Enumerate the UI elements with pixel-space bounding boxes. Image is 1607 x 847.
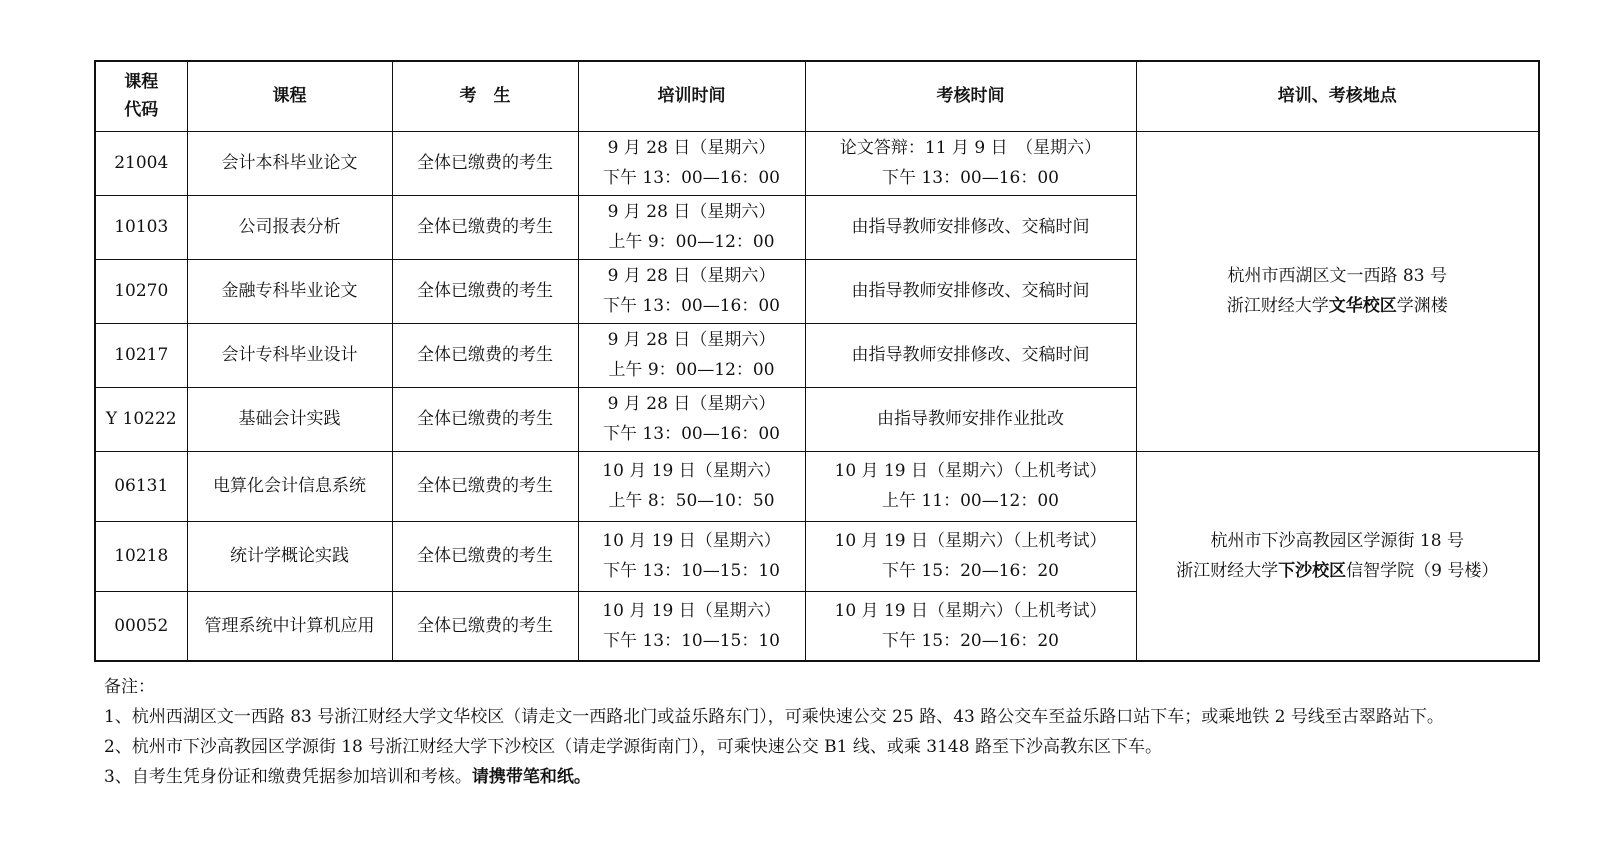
exam-time-date: 论文答辩：11 月 9 日 （星期六） <box>839 138 1102 158</box>
cell-train-time <box>578 451 805 521</box>
location-campus-name: 文华校区 <box>1328 296 1397 316</box>
cell-code: 10270 <box>95 259 187 323</box>
header-course: 课程 <box>187 61 392 131</box>
cell-course: 电算化会计信息系统 <box>187 451 392 521</box>
train-time-hours: 下午 13：00—16：00 <box>603 168 780 188</box>
exam-time-hours: 上午 11：00—12：00 <box>882 491 1059 511</box>
note-item-3-text: 3、自考生凭身份证和缴费凭据参加培训和考核。 <box>104 767 472 787</box>
location-university: 浙江财经大学 <box>1176 560 1279 581</box>
note-item-3-emphasis: 请携带笔和纸。 <box>471 767 591 787</box>
cell-code: 10218 <box>95 521 187 591</box>
notes-title: 备注： <box>104 677 155 697</box>
cell-exam-time: 由指导教师安排修改、交稿时间 <box>805 323 1136 387</box>
cell-examinee: 全体已缴费的考生 <box>392 451 578 521</box>
train-time-date: 9 月 28 日（星期六） <box>607 394 776 414</box>
exam-time-date: 10 月 19 日（星期六）（上机考试） <box>834 531 1107 551</box>
table-row <box>95 451 1539 521</box>
cell-course: 管理系统中计算机应用 <box>187 591 392 661</box>
cell-code: 10103 <box>95 195 187 259</box>
cell-examinee: 全体已缴费的考生 <box>392 591 578 661</box>
cell-code: 06131 <box>95 451 187 521</box>
exam-time-hours: 下午 15：20—16：20 <box>882 630 1059 651</box>
cell-train-time <box>578 195 805 259</box>
train-time-date: 10 月 19 日（星期六） <box>602 531 781 551</box>
location-campus-name: 下沙校区 <box>1278 560 1347 581</box>
cell-examinee: 全体已缴费的考生 <box>392 323 578 387</box>
cell-code: Y 10222 <box>95 387 187 451</box>
header-course-code <box>95 61 187 131</box>
cell-exam-time: 由指导教师安排修改、交稿时间 <box>805 259 1136 323</box>
exam-time-hours: 下午 15：20—16：20 <box>882 561 1059 581</box>
location-building: 学渊楼 <box>1396 296 1448 316</box>
cell-code: 21004 <box>95 131 187 195</box>
schedule-table <box>94 60 1540 662</box>
note-item-1: 1、杭州西湖区文一西路 83 号浙江财经大学文华校区（请走文一西路北门或益乐路东门），可乘快速公交 25 路、43 路公交车至益乐路口站下车；或乘地铁 2 号线至古翠路站下。 <box>104 707 1444 727</box>
train-time-hours: 下午 13：00—16：00 <box>603 424 780 444</box>
cell-exam-time <box>805 131 1136 195</box>
header-location: 培训、考核地点 <box>1136 61 1539 131</box>
cell-location-xiasha <box>1136 451 1539 661</box>
train-time-date: 9 月 28 日（星期六） <box>607 202 776 222</box>
cell-course: 统计学概论实践 <box>187 521 392 591</box>
cell-code: 00052 <box>95 591 187 661</box>
location-building: 信智学院（9 号楼） <box>1346 560 1499 581</box>
header-train-time: 培训时间 <box>578 61 805 131</box>
cell-train-time <box>578 387 805 451</box>
cell-exam-time: 由指导教师安排作业批改 <box>805 387 1136 451</box>
train-time-hours: 下午 13：10—15：10 <box>603 630 780 651</box>
cell-exam-time: 由指导教师安排修改、交稿时间 <box>805 195 1136 259</box>
cell-exam-time <box>805 521 1136 591</box>
header-exam-time: 考核时间 <box>805 61 1136 131</box>
train-time-date: 10 月 19 日（星期六） <box>602 600 781 621</box>
train-time-hours: 下午 13：00—16：00 <box>603 296 780 316</box>
cell-course: 会计本科毕业论文 <box>187 131 392 195</box>
cell-code: 10217 <box>95 323 187 387</box>
cell-train-time <box>578 521 805 591</box>
train-time-hours: 上午 9：00—12：00 <box>608 232 775 252</box>
cell-exam-time <box>805 591 1136 661</box>
table-header-row <box>95 61 1539 131</box>
location-address: 杭州市西湖区文一西路 83 号 <box>1227 266 1447 286</box>
train-time-hours: 下午 13：10—15：10 <box>603 561 780 581</box>
cell-examinee: 全体已缴费的考生 <box>392 195 578 259</box>
cell-course: 基础会计实践 <box>187 387 392 451</box>
train-time-hours: 上午 9：00—12：00 <box>608 360 775 380</box>
cell-course: 金融专科毕业论文 <box>187 259 392 323</box>
exam-time-date: 10 月 19 日（星期六）（上机考试） <box>834 600 1107 621</box>
note-item-3 <box>104 762 1584 792</box>
cell-train-time <box>578 591 805 661</box>
note-item-2: 2、杭州市下沙高教园区学源街 18 号浙江财经大学下沙校区（请走学源街南门），可乘快速公交 B1 线、或乘 3148 路至下沙高教东区下车。 <box>104 737 1162 757</box>
cell-location-wenhua <box>1136 131 1539 451</box>
train-time-date: 10 月 19 日（星期六） <box>602 461 781 481</box>
location-address: 杭州市下沙高教园区学源街 18 号 <box>1210 530 1464 551</box>
exam-time-date: 10 月 19 日（星期六）（上机考试） <box>834 461 1107 481</box>
header-code-line2: 代码 <box>124 100 159 121</box>
location-university: 浙江财经大学 <box>1226 296 1329 316</box>
header-code-line1: 课程 <box>124 72 159 93</box>
cell-train-time <box>578 323 805 387</box>
exam-time-hours: 下午 13：00—16：00 <box>882 168 1059 188</box>
cell-examinee: 全体已缴费的考生 <box>392 131 578 195</box>
header-examinee: 考 生 <box>392 61 578 131</box>
table-row <box>95 131 1539 195</box>
cell-course: 公司报表分析 <box>187 195 392 259</box>
cell-course: 会计专科毕业设计 <box>187 323 392 387</box>
cell-examinee: 全体已缴费的考生 <box>392 259 578 323</box>
cell-train-time <box>578 259 805 323</box>
train-time-date: 9 月 28 日（星期六） <box>607 266 776 286</box>
train-time-date: 9 月 28 日（星期六） <box>607 138 776 158</box>
cell-train-time <box>578 131 805 195</box>
train-time-date: 9 月 28 日（星期六） <box>607 330 776 350</box>
cell-examinee: 全体已缴费的考生 <box>392 521 578 591</box>
cell-exam-time <box>805 451 1136 521</box>
notes-section <box>104 672 1584 792</box>
location-campus <box>1141 291 1535 321</box>
location-campus <box>1141 556 1535 586</box>
train-time-hours: 上午 8：50—10：50 <box>608 491 775 511</box>
cell-examinee: 全体已缴费的考生 <box>392 387 578 451</box>
